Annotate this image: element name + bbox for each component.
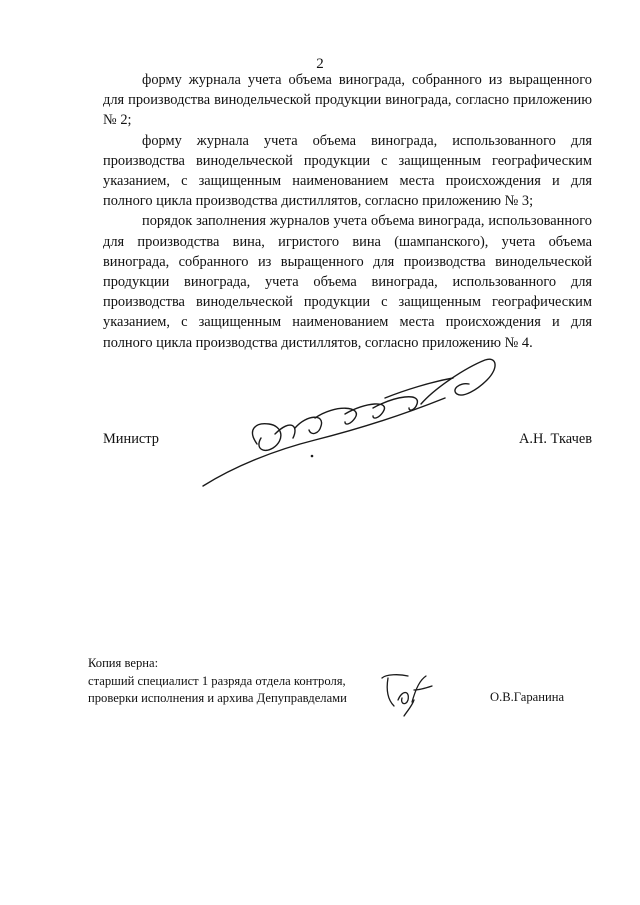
copy-certification-department: проверки исполнения и архива Депуправделами [88,691,347,705]
copy-certification [88,655,347,708]
paragraph-appendix-4: порядок заполнения журналов учета объема винограда, использованного для производства вина, игристого вина (шампанского), учета объема винограда, собранного из выращенного для производства винодельческой продукции винограда, учета объема винограда, использованного для производства винодельческой продукции с защищенным географическим указанием, с защищенным наименованием места происхождения и для полного цикла производства дистиллятов, согласно приложению № 4. [103,213,592,351]
certifier-name: О.В.Гаранина [490,690,565,704]
signature-dot [311,455,314,458]
paragraph-appendix-2: форму журнала учета объема винограда, собранного из выращенного для производства винодельческой продукции винограда, согласно приложению № 2; [103,72,592,129]
minister-signature [195,348,505,498]
copy-certification-heading: Копия верна: [88,656,159,670]
signature-final-loop [421,359,495,404]
signature-loop [253,424,281,451]
certifier-signature [378,670,438,718]
signatory-name: А.Н. Ткачев [518,431,592,447]
document-body [103,70,592,353]
signatory-title: Министр [103,431,159,447]
signature-crossbar [385,378,453,398]
page-number: 2 [316,56,324,72]
paragraph-appendix-3: форму журнала учета объема винограда, использованного для производства винодельческой продукции с защищенным географическим указанием, с защищенным наименованием места происхождения и для полного цикла производства дистиллятов, согласно приложению № 3; [103,132,592,210]
signature-long-stroke [203,398,445,486]
copy-certification-position: старший специалист 1 разряда отдела контроля, [88,673,346,688]
